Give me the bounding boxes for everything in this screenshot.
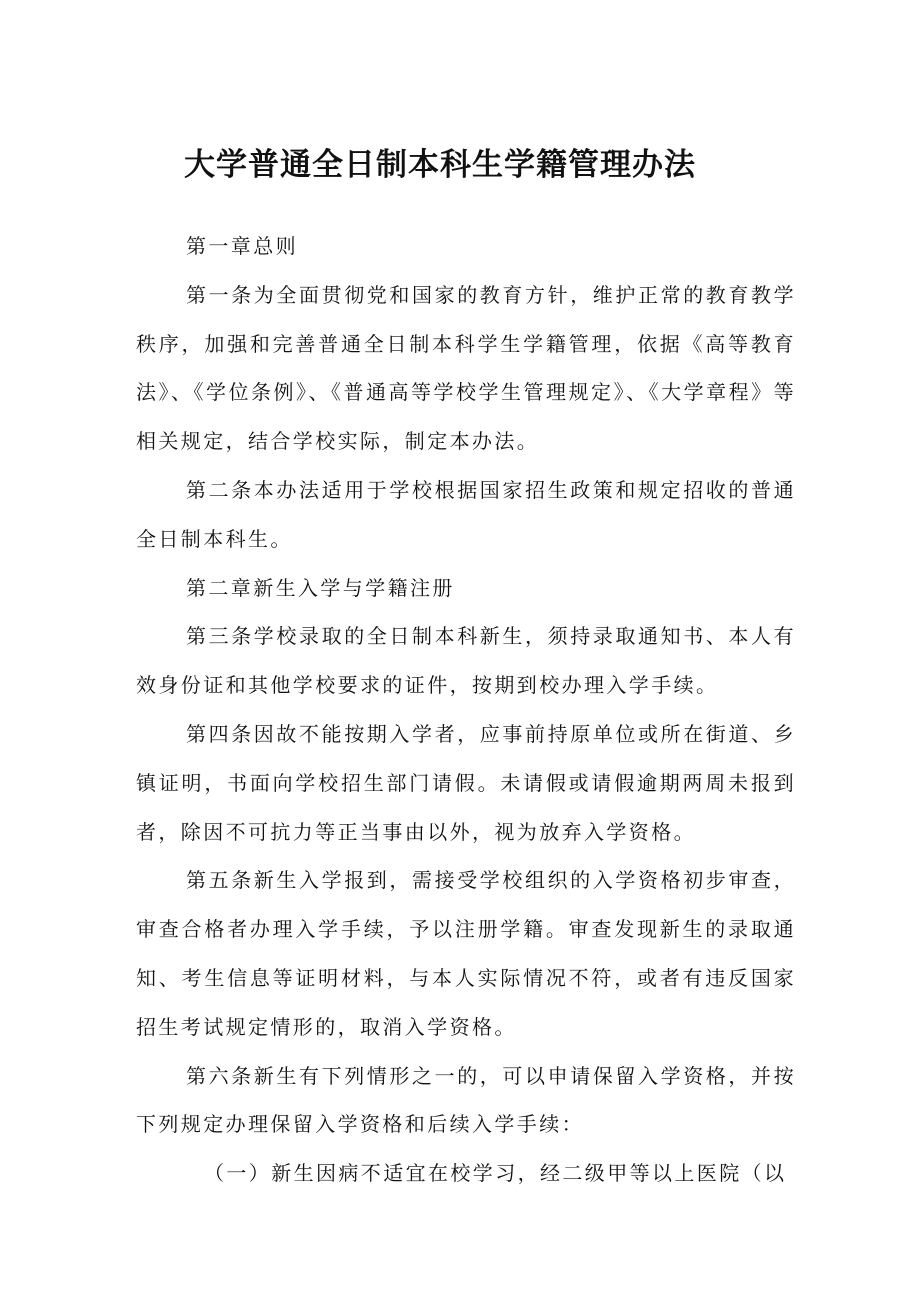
list-item-paragraph: （一）新生因病不适宜在校学习，经二级甲等以上医院（以 (204, 1161, 787, 1186)
article-paragraph: 第一条为全面贯彻党和国家的教育方针，维护正常的教育教学秩序，加强和完善普通全日制本科学生学籍管理，依据《高等教育法》、《学位条例》、《普通高等学校学生管理规定》、《大学章程》等相关规定，结合学校实际，制定本办法。 (136, 282, 796, 454)
article-paragraph: 第四条因故不能按期入学者，应事前持原单位或所在街道、乡镇证明，书面向学校招生部门请假。未请假或请假逾期两周未报到者，除因不可抗力等正当事由以外，视为放弃入学资格。 (136, 721, 796, 844)
chapter-heading: 第一章总则 (186, 234, 298, 258)
article-paragraph: 第五条新生入学报到，需接受学校组织的入学资格初步审查，审查合格者办理入学手续，予以注册学籍。审查发现新生的录取通知、考生信息等证明材料，与本人实际情况不符，或者有违反国家招生考试规定情形的，取消入学资格。 (136, 868, 796, 1039)
article-paragraph: 第二条本办法适用于学校根据国家招生政策和规定招收的普通全日制本科生。 (136, 477, 796, 551)
document-title: 大学普通全日制本科生学籍管理办法 (184, 147, 696, 183)
article-paragraph: 第六条新生有下列情形之一的，可以申请保留入学资格，并按下列规定办理保留入学资格和后续入学手续： (136, 1063, 796, 1137)
article-paragraph: 第三条学校录取的全日制本科新生，须持录取通知书、本人有效身份证和其他学校要求的证件，按期到校办理入学手续。 (136, 624, 796, 698)
document-body (136, 222, 796, 1198)
chapter-heading: 第二章新生入学与学籍注册 (186, 575, 455, 600)
